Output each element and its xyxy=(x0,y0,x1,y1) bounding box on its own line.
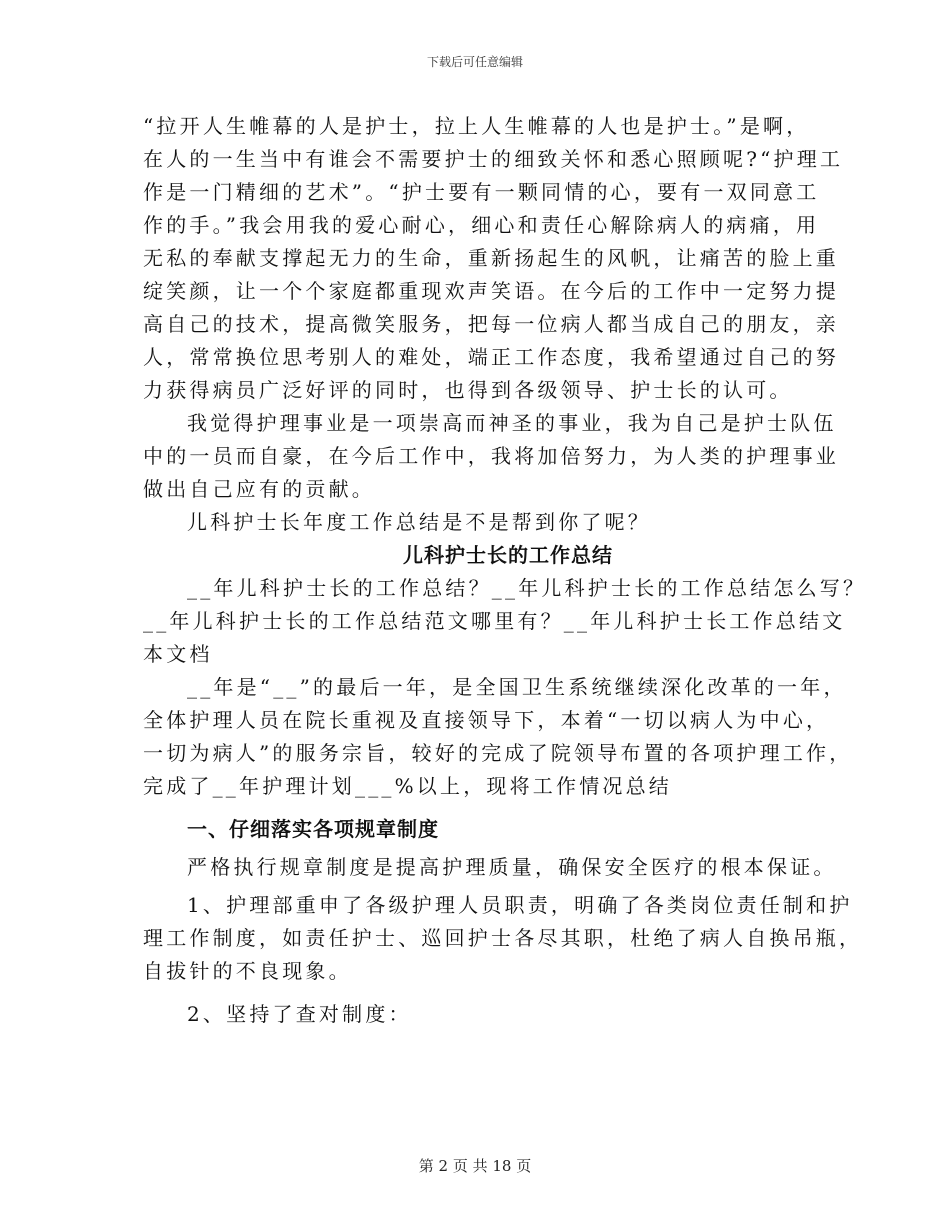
paragraph-line: 在人的一生当中有谁会不需要护士的细致关怀和悉心照顾呢?“护理工 xyxy=(143,147,844,171)
page-header: 下载后可任意编辑 xyxy=(426,55,523,69)
paragraph-line: 做出自己应有的贡献。 xyxy=(143,477,375,501)
document-body xyxy=(143,110,867,1031)
paragraph-line: __年儿科护士长的工作总结范文哪里有？__年儿科护士长工作总结文 xyxy=(143,609,846,633)
page-footer: 第 2 页 共 18 页 xyxy=(418,1157,532,1175)
paragraph-line: 中的一员而自豪，在今后工作中，我将加倍努力，为人类的护理事业 xyxy=(143,444,839,468)
paragraph-line: 理工作制度，如责任护士、巡回护士各尽其职，杜绝了病人自换吊瓶， xyxy=(143,926,863,950)
paragraph-line: __年是“__”的最后一年，是全国卫生系统继续深化改革的一年， xyxy=(187,675,847,699)
paragraph-line: 力获得病员广泛好评的同时，也得到各级领导、护士长的认可。 xyxy=(143,378,793,402)
paragraph-line: 无私的奉献支撑起无力的生命，重新扬起生的风帆，让痛苦的脸上重 xyxy=(143,246,839,270)
paragraph-line: 儿科护士长年度工作总结是不是帮到你了呢？ xyxy=(187,510,651,534)
paragraph-line: 完成了__年护理计划___%以上，现将工作情况总结 xyxy=(143,774,673,798)
paragraph-line: 我觉得护理事业是一项崇高而神圣的事业，我为自己是护士队伍 xyxy=(187,411,837,435)
paragraph-line: 自拔针的不良现象。 xyxy=(143,959,352,983)
paragraph-line: 本文档 xyxy=(143,642,213,666)
paragraph-line: 全体护理人员在院长重视及直接领导下，本着“一切以病人为中心， xyxy=(143,708,830,732)
paragraph-line: 作是一门精细的艺术”。“护士要有一颗同情的心，要有一双同意工 xyxy=(143,180,820,204)
paragraph-line: “拉开人生帷幕的人是护士，拉上人生帷幕的人也是护士。”是啊， xyxy=(143,114,810,138)
paragraph-line: 严格执行规章制度是提高护理质量，确保安全医疗的根本保证。 xyxy=(187,855,837,879)
section-heading: 一、仔细落实各项规章制度 xyxy=(187,817,439,841)
paragraph-line: 一切为病人”的服务宗旨，较好的完成了院领导布置的各项护理工作， xyxy=(143,741,853,765)
paragraph-line: __年儿科护士长的工作总结？__年儿科护士长的工作总结怎么写？ xyxy=(187,576,867,600)
paragraph-line: 人，常常换位思考别人的难处，端正工作态度，我希望通过自己的努 xyxy=(143,345,839,369)
paragraph-line: 1、护理部重申了各级护理人员职责，明确了各类岗位责任制和护 xyxy=(187,893,853,917)
paragraph-line: 高自己的技术，提高微笑服务，把每一位病人都当成自己的朋友，亲 xyxy=(143,312,839,336)
paragraph-line: 绽笑颜，让一个个家庭都重现欢声笑语。在今后的工作中一定努力提 xyxy=(143,279,839,303)
paragraph-line: 作的手。”我会用我的爱心耐心，细心和责任心解除病人的病痛，用 xyxy=(143,213,820,237)
paragraph-line: 2、坚持了查对制度： xyxy=(187,1002,412,1026)
section-title: 儿科护士长的工作总结 xyxy=(403,543,613,567)
